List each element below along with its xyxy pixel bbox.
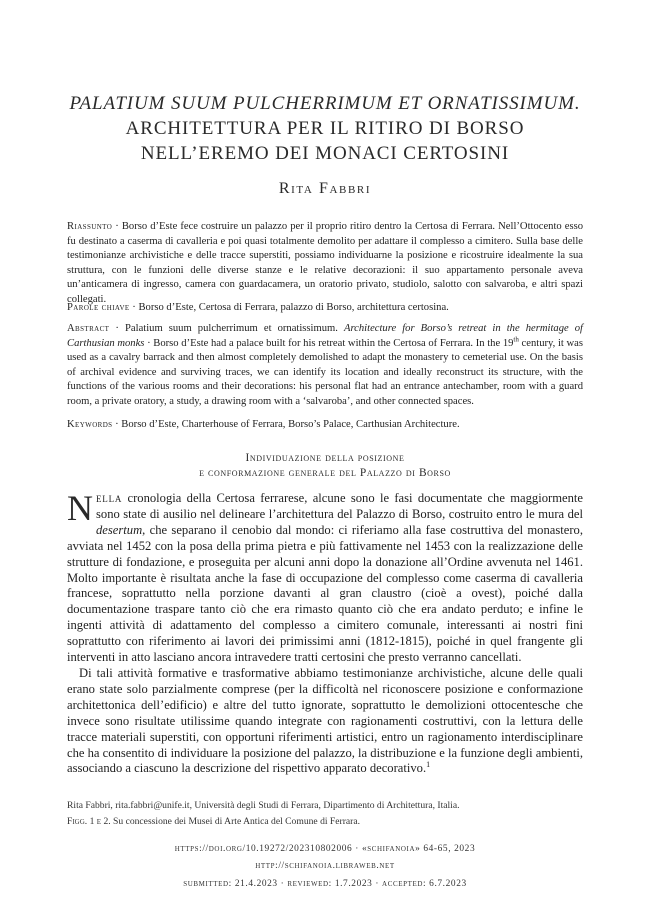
abstract-text-a: Palatium suum pulcherrimum et ornatissimum. bbox=[125, 323, 344, 334]
section-heading bbox=[67, 451, 583, 481]
abstract-text-b: · Borso d’Este had a palace built for his retreat within the Certosa of Ferrara. In the 19 bbox=[144, 337, 514, 349]
body-text bbox=[67, 488, 583, 777]
abstract-text-c: century, it was used as a cavalry barrack and then almost completely demolished to adapt the monastery to cemeterial use. On the basis of archival evidence and surviving traces, we can identify its location and ideally reconstruct its structure, with the functions of the various rooms and their decorations: his personal flat had an entrance antechamber, room with a guard room, a private oratory, a study, a drawing room with a ‘salvaroba’, and other connected spaces. bbox=[67, 337, 583, 407]
footnote-figures bbox=[67, 815, 583, 828]
paragraph-1 bbox=[67, 488, 583, 666]
parole-chiave-label: Parole chiave bbox=[67, 302, 130, 313]
author-name: Rita Fabbri bbox=[278, 180, 372, 197]
section-heading-line-2: e conformazione generale del Palazzo di Borso bbox=[199, 467, 451, 479]
title-line-1: PALATIUM SUUM PULCHERRIMUM ET ORNATISSIMUM. bbox=[69, 93, 581, 114]
footnote-author: Rita Fabbri, rita.fabbri@unife.it, Università degli Studi di Ferrara, Dipartimento di Architettura, Italia. bbox=[67, 800, 460, 811]
abstract-italic-title: Architecture for Borso’s retreat in the hermitage of Carthusian monks bbox=[67, 323, 583, 349]
title-line-2: ARCHITETTURA PER IL RITIRO DI BORSO bbox=[125, 118, 525, 139]
abstract-sup: th bbox=[513, 335, 519, 344]
website-line[interactable]: http://schifanoia.libraweb.net bbox=[255, 861, 395, 871]
parole-chiave-block: Parole chiave · Borso d’Este, Certosa di Ferrara, palazzo di Borso, architettura certosina. bbox=[67, 302, 449, 313]
section-heading-line-1: Individuazione della posizione bbox=[245, 452, 405, 464]
dates-line: submitted: 21.4.2023 · reviewed: 1.7.2023 · accepted: 6.7.2023 bbox=[183, 879, 467, 889]
drop-cap: N bbox=[67, 488, 93, 528]
doi-line[interactable]: https://doi.org/10.19272/202310802006 · «schifanoia» 64-65, 2023 bbox=[174, 844, 476, 854]
footnote-figures-label: Figg. 1 e 2. bbox=[67, 816, 111, 827]
paragraph-2 bbox=[67, 666, 583, 777]
title-line-3: NELL’EREMO DEI MONACI CERTOSINI bbox=[140, 143, 510, 164]
riassunto-label: Riassunto bbox=[67, 221, 113, 232]
footnote-figures-text: Su concessione dei Musei di Arte Antica del Comune di Ferrara. bbox=[110, 816, 361, 827]
abstract-label: Abstract bbox=[67, 323, 110, 334]
article-title bbox=[40, 91, 610, 166]
paragraph-1-text-a: cronologia della Certosa ferrarese, alcune sono le fasi documentate che maggiormente sono state di ausilio nel delineare l’architettura del Palazzo di Borso, costruito entro le mura del bbox=[96, 491, 583, 521]
keywords-block: Keywords · Borso d’Este, Charterhouse of Ferrara, Borso’s Palace, Carthusian Architecture. bbox=[67, 419, 460, 430]
keywords-label: Keywords bbox=[67, 419, 113, 430]
paragraph-1-text-b: , che separano il cenobio dal mondo: ci riferiamo alla fase costruttiva del monastero, avviata nel 1452 con la posa della prima pietra e più fattivamente nel 1453 con la realizzazione delle strutture di fondazione, e proseguita per alcuni anni dopo la donazione all’Ordine avvenuta nel 1461. Molto importante è risultata anche la fase di occupazione del complesso come caserma di cavalleria francese, soprattutto nella porzione davanti al gran claustro (cioè a ovest), poiché dalla documentazione traspare tanto ciò che era rimasto quanto ciò che era andato perduto; e infine le ingenti attività di adattamento del complesso a cimitero comunale, interessanti ai nostri fini soprattutto con riferimento ai lavori dei primissimi anni (1812-1815), poiché in quel frangente gli interventi in atto lasciano ancora intravedere tratti certosini che presto verranno cancellati. bbox=[67, 522, 583, 665]
keywords-text: Borso d’Este, Charterhouse of Ferrara, Borso’s Palace, Carthusian Architecture. bbox=[121, 419, 460, 430]
paragraph-2-text: Di tali attività formative e trasformative abbiamo testimonianze archivistiche, alcune delle quali erano state solo parzialmente comprese (per la difficoltà nel riconoscere posizione e conformazione architettonica dell’edificio) e altre del tutto ignorate, soprattutto le demolizioni ottocentesche che invece sono risultate utilissime quando integrate con ragionamenti costruttivi, con la lettura delle tracce materiali superstiti, con opportuni riferimenti artistici, entro un ragionamento interdisciplinare che ha consentito di individuare la posizione del palazzo, la distribuzione e la funzione degli ambienti, associando a ciascuno la descrizione del rispettivo apparato decorativo. bbox=[67, 665, 583, 776]
lead-in: ella bbox=[96, 491, 123, 505]
footnote-ref-1[interactable]: 1 bbox=[426, 760, 431, 770]
riassunto-text: Borso d’Este fece costruire un palazzo per il proprio ritiro dentro la Certosa di Ferrara. Nell’Ottocento esso fu destinato a caserma di cavalleria e poi quasi totalmente demolito per adattare il complesso a cimitero. Sulla base delle testimonianze archivistiche e delle tracce superstiti, possiamo individuarne la posizione e ricostruire idealmente la sua struttura, con le funzioni delle diverse stanze e le relative decorazioni: il suo appartamento personale aveva un’anticamera di ingresso, camera con guardacamera, un oratorio privato, studiolo, salotto con salvaroba, e altri spazi collegati. bbox=[67, 221, 584, 305]
abstract-block: Abstract · Palatium suum pulcherrimum et ornatissimum. Architecture for Borso’s retreat in the hermitage of Carthusian monks · Borso d’Este had a palace built for his retreat within the Certosa of Ferrara. In the 19th century, it was used as a cavalry barrack and then almost completely demolished to adapt the monastery to cemeterial use. On the basis of archival evidence and surviving traces, we can identify its location and ideally reconstruct its structure, with the functions of the various rooms and their decorations: his personal flat had an entrance antechamber, room with a guard room, a private oratory, a study, a drawing room with a ‘salvaroba’, and other connected spaces. bbox=[67, 323, 583, 407]
riassunto-block: Riassunto · Borso d’Este fece costruire un palazzo per il proprio ritiro dentro la Certosa di Ferrara. Nell’Ottocento esso fu destinato a caserma di cavalleria e poi quasi totalmente demolito per adattare il complesso a cimitero. Sulla base delle testimonianze archivistiche e delle tracce superstiti, possiamo individuarne la posizione e ricostruire idealmente la sua struttura, con le funzioni delle diverse stanze e le relative decorazioni: il suo appartamento personale aveva un’anticamera di ingresso, camera con guardacamera, un oratorio privato, studiolo, salotto con salvaroba, e altri spazi collegati. bbox=[67, 221, 584, 305]
parole-chiave-text: Borso d’Este, Certosa di Ferrara, palazzo di Borso, architettura certosina. bbox=[138, 302, 449, 313]
paragraph-1-italic: desertum bbox=[96, 522, 143, 537]
